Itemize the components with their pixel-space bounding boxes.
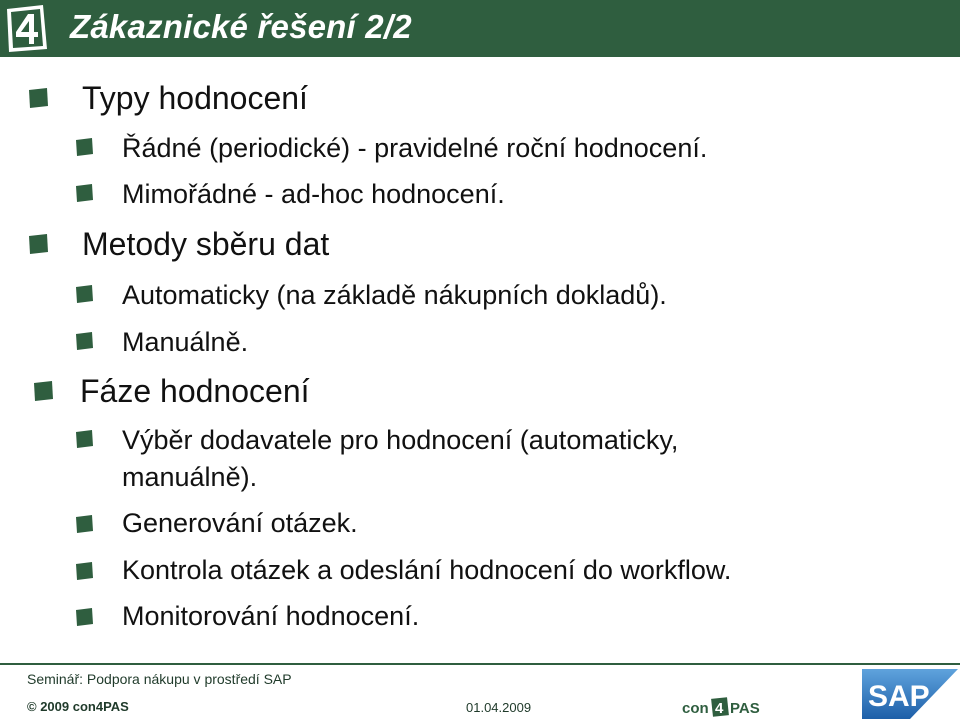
square-bullet-icon [74, 183, 94, 203]
outline-item-text: Řádné (periodické) - pravidelné roční hodnocení. [122, 133, 708, 163]
outline-item-text: Monitorování hodnocení. [122, 601, 420, 631]
outline-item-text: Generování otázek. [122, 508, 358, 538]
outline-item-text: Kontrola otázek a odeslání hodnocení do workflow. [122, 555, 732, 585]
con4pas-logo-icon [680, 696, 770, 718]
outline-heading-text: Metody sběru dat [82, 226, 330, 262]
svg-text:4: 4 [715, 700, 724, 717]
footer-date: 01.04.2009 [466, 700, 532, 715]
slide-title: Zákaznické řešení 2/2 [70, 8, 412, 45]
outline-item-text: Mimořádné - ad-hoc hodnocení. [122, 179, 505, 209]
square-bullet-icon [74, 561, 94, 581]
square-bullet-icon [27, 233, 49, 255]
outline-heading-text: Fáze hodnocení [80, 373, 310, 409]
svg-text:SAP: SAP [868, 680, 930, 713]
square-bullet-icon [74, 137, 94, 157]
outline-item-text: manuálně). [122, 462, 258, 492]
outline-heading-text: Typy hodnocení [82, 80, 308, 116]
outline-item-text: Manuálně. [122, 327, 249, 357]
square-bullet-icon [74, 429, 94, 449]
svg-text:con: con [682, 700, 709, 717]
square-bullet-icon [74, 284, 94, 304]
footer-copyright: © 2009 con4PAS [27, 699, 129, 714]
square-bullet-icon [27, 87, 49, 109]
square-bullet-icon [74, 514, 94, 534]
square-bullet-icon [74, 607, 94, 627]
square-bullet-icon [74, 331, 94, 351]
footer-seminar-text: Seminář: Podpora nákupu v prostředí SAP [27, 671, 292, 687]
outline-item-text: Výběr dodavatele pro hodnocení (automaticky, [122, 425, 679, 455]
sap-logo-icon [862, 669, 958, 719]
square-bullet-icon [32, 380, 54, 402]
outline-item-text: Automaticky (na základě nákupních dokladů). [122, 280, 667, 310]
svg-text:PAS: PAS [730, 700, 760, 717]
footer-divider [0, 663, 960, 665]
